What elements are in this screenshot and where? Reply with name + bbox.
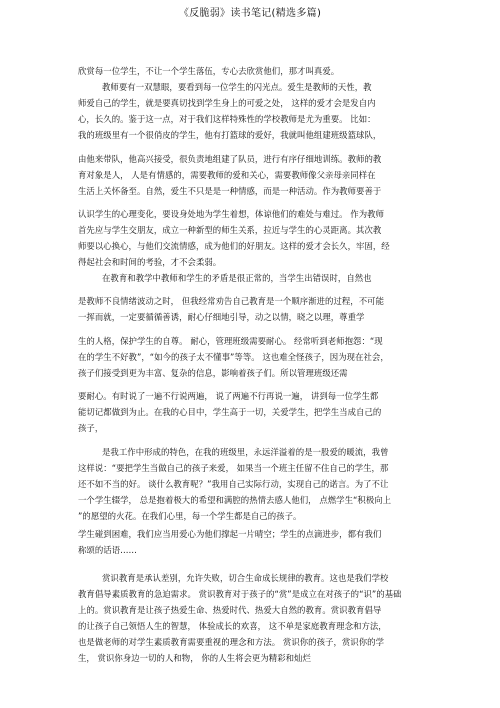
text-line: 要耐心。有时说了一遍不行说两遍， 说了两遍不行再说一遍， 讲到每一位学生都 bbox=[78, 391, 379, 401]
text-line: 是我工作中形成的特色，在我的班级里，永远洋溢着的是一股爱的暖流，我曾 bbox=[102, 447, 389, 457]
text-line: 称颂的话语…… bbox=[78, 545, 137, 555]
text-line: 在教育和教学中教师和学生的矛盾是很正常的，当学生出错误时，自然也 bbox=[102, 273, 372, 283]
text-line: 孩子们接受到更为丰富、复杂的信息，影响着孩子们。所以管理班级还需 bbox=[78, 368, 348, 378]
text-line: 首先应与学生交朋友，成立一种新型的师生关系，拉近与学生的心灵距离。其次教 bbox=[78, 225, 382, 235]
text-line: 认识学生的心理变化，要设身处地为学生着想，体谅他们的难处与难过。 作为教师 bbox=[78, 209, 385, 219]
text-line: 得起社会和时间的考验，才不会柔弱。 bbox=[78, 257, 222, 267]
text-line: 能切记都做到为止。在我的心目中，学生高于一切，关爱学生，把学生当成自己的 bbox=[78, 407, 382, 417]
text-line: 也是做老师的对学生素质教育需要重视的理念和方法。 赏识你的孩子，赏识你的学 bbox=[78, 637, 385, 647]
text-line: 的让孩子自己领悟人生的智慧， 体验成长的欢喜， 这不单是家庭教育理念和方法， bbox=[78, 621, 387, 631]
text-line: ”的愿望的火花。在我们心里，每一个学生都是自己的孩子。 bbox=[78, 511, 302, 521]
text-line: 上的。赏识教育是让孩子热爱生命、热爱时代、热爱大自然的教育。赏识教育倡导 bbox=[78, 605, 382, 615]
text-line: 赏识教育是承认差别，允许失败，切合生命成长规律的教育。这也是我们学校 bbox=[102, 573, 389, 583]
text-line: 生的人格，保护学生的自尊。 耐心，管理班级需要耐心。 经常听到老师抱怨：“现 bbox=[78, 336, 383, 346]
text-line: 学生碰到困难，我们应当用爱心为他们撑起一片晴空；学生的点滴进步，都有我们 bbox=[78, 529, 382, 539]
text-line: 生， 赏识你身边一切的人和物， 你的人生将会更为精彩和灿烂 bbox=[78, 653, 311, 663]
text-line: 生活上关怀备至。自然，爱生不只是是一种情感，而是一种活动。作为教师要善于 bbox=[78, 186, 382, 196]
text-line: 欣赏每一位学生，不让一个学生落伍，专心去欣赏他们，那才叫真爱。 bbox=[78, 66, 340, 76]
text-line: 师要以心换心，与他们交流情感，成为他们的好朋友。这样的爱才会长久，牢固，经 bbox=[78, 241, 390, 251]
text-line: 一个学生辍学， 总是抱着极大的希望和满腔的热情去感人他们， 点燃学生“积极向上 bbox=[78, 495, 392, 505]
text-line: 在的学生不好教”，“如今的孩子太不懂事”等等。 这也难全怪孩子，因为现在社会， bbox=[78, 352, 389, 362]
text-line: 心，长久的。鉴于这一点，对于我们这样特殊性的学校教师是尤为重要。 比如： bbox=[78, 114, 376, 124]
text-line: 孩子， bbox=[78, 423, 104, 433]
text-line: 育对象是人， 人是有情感的，需要教师的爱和关心，需要教师像父亲母亲同样在 bbox=[78, 170, 376, 180]
text-line: 由他来带队，他高兴接受，很负责地组建了队员，进行有序仔细地训练。教师的教 bbox=[78, 154, 382, 164]
document-header: 《反脆弱》读书笔记(精选多篇) bbox=[178, 8, 322, 19]
text-line: 师爱自己的学生，就是要真切找到学生身上的可爱之处， 这样的爱才会是发自内 bbox=[78, 98, 376, 108]
text-line: 还不如不当的好。 谈什么教育呢？”我用自己实际行动，实现自己的诺言。为了不让 bbox=[78, 479, 389, 489]
text-line: 这样说：“要把学生当做自己的孩子来爱， 如果当一个班主任留不住自己的学生，那 bbox=[78, 463, 389, 473]
text-line: 我的班级里有一个很俏皮的学生，他有打篮球的爱好，我就叫他组建班级篮球队， bbox=[78, 130, 382, 140]
text-line: 教育倡导素质教育的急迫需求。 赏识教育对于孩子的“赏”是成立在对孩子的“识”的基础 bbox=[78, 589, 402, 599]
text-line: 是教师不良情绪波动之时， 但我经常劝告自己教育是一个顺序渐进的过程，不可能 bbox=[78, 296, 385, 306]
text-line: 一挥而就，一定要循循善诱，耐心仔细地引导，动之以情，晓之以理，尊重学 bbox=[78, 312, 365, 322]
text-line: 教师要有一双慧眼，要看到每一位学生的闪光点。爱生是教师的天性，教 bbox=[102, 82, 372, 92]
